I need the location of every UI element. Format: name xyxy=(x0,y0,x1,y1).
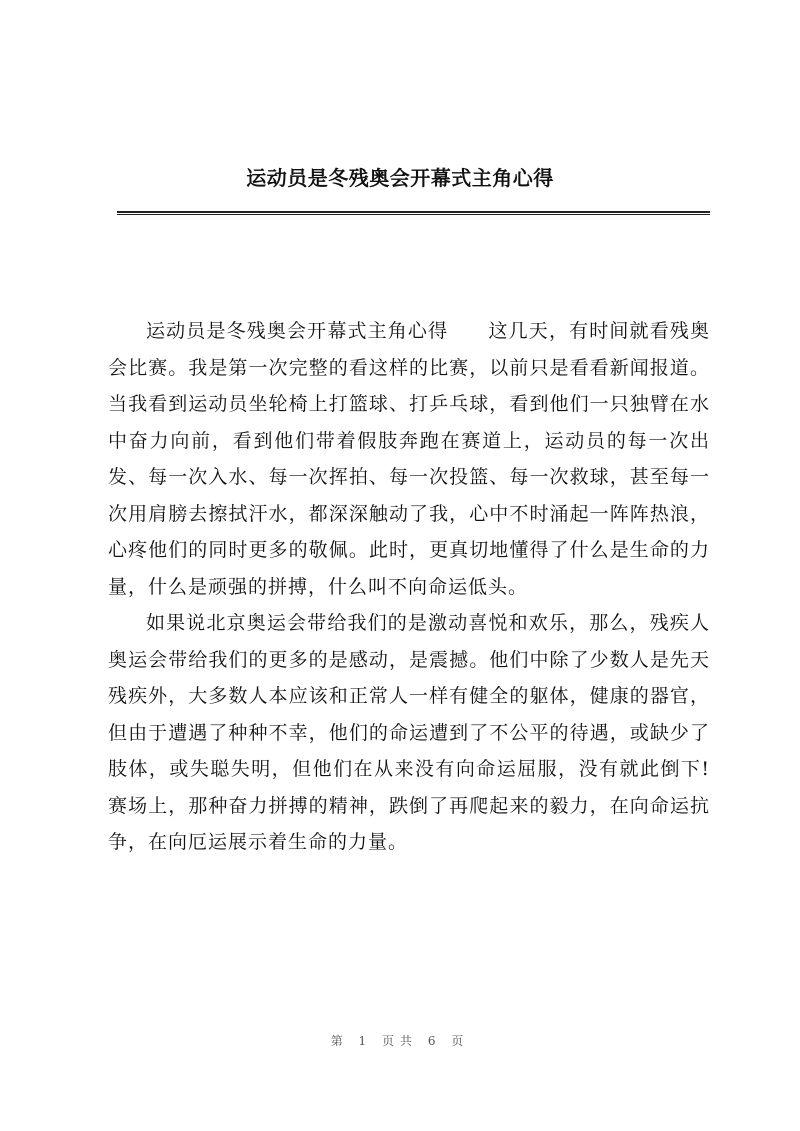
document-title: 运动员是冬残奥会开幕式主角心得 xyxy=(246,166,554,190)
paragraph-2: 如果说北京奥运会带给我们的是激动喜悦和欢乐，那么，残疾人奥运会带给我们的更多的是感动，是震撼。他们中除了少数人是先天残疾外，大多数人本应该和正常人一样有健全的躯体，健康的器官，但由于遭遇了种种不幸，他们的命运遭到了不公平的待遇，或缺少了肢体，或失聪失明，但他们在从来没有向命运屈服，没有就此倒下!赛场上，那种奋力拼搏的精神，跌倒了再爬起来的毅力，在向命运抗争，在向厄运展示着生命的力量。 xyxy=(108,612,710,853)
document-body xyxy=(108,313,710,861)
page-footer: 第 1 页共 6 页 xyxy=(330,1034,470,1048)
title-divider xyxy=(117,211,710,215)
paragraph-1: 运动员是冬残奥会开幕式主角心得 这几天，有时间就看残奥会比赛。我是第一次完整的看这样的比赛，以前只是看看新闻报道。当我看到运动员坐轮椅上打篮球、打乒乓球，看到他们一只独臂在水中奋力向前，看到他们带着假肢奔跑在赛道上，运动员的每一次出发、每一次入水、每一次挥拍、每一次投篮、每一次救球，甚至每一次用肩膀去擦拭汗水，都深深触动了我，心中不时涌起一阵阵热浪，心疼他们的同时更多的敬佩。此时，更真切地懂得了什么是生命的力量，什么是顽强的拼搏，什么叫不向命运低头。 xyxy=(108,320,710,598)
